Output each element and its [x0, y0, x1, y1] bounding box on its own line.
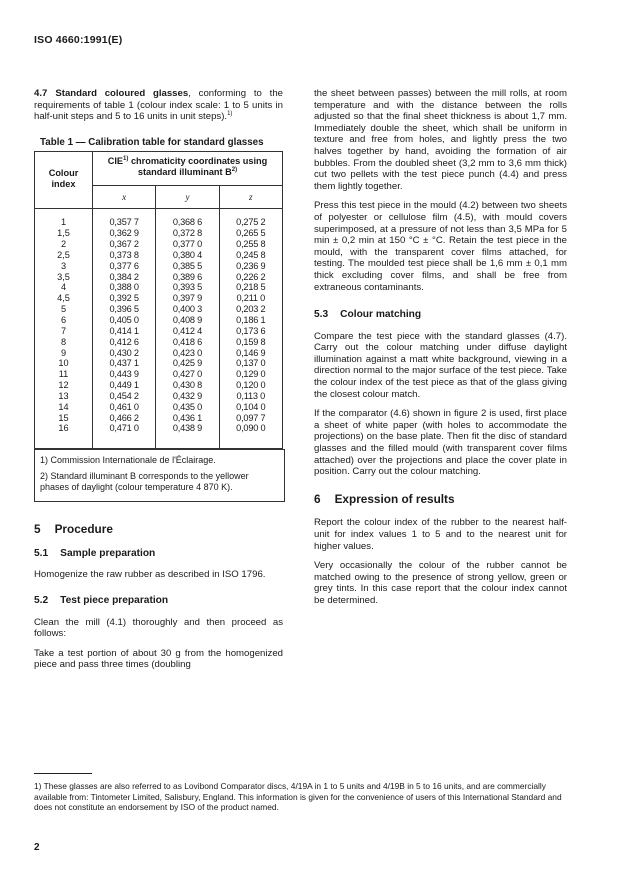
page-number: 2: [34, 842, 40, 853]
colour-index-header: Colour index: [35, 152, 93, 209]
coord-x-cell: 0,396 5: [93, 304, 156, 315]
section-heading-6: [314, 491, 567, 506]
coord-y-cell: 0,380 4: [156, 250, 219, 261]
coord-z-cell: 0,120 0: [219, 380, 282, 391]
colour-index-cell: 5: [35, 304, 93, 315]
coord-y-cell: 0,385 5: [156, 261, 219, 272]
coord-x-cell: 0,388 0: [93, 282, 156, 293]
calibration-table-body: [35, 209, 283, 449]
coord-x-cell: 0,454 2: [93, 391, 156, 402]
colour-index-cell: 16: [35, 423, 93, 448]
coord-x-cell: 0,367 2: [93, 239, 156, 250]
table-row: [35, 272, 283, 283]
coord-z-cell: 0,203 2: [219, 304, 282, 315]
coord-z-cell: 0,211 0: [219, 293, 282, 304]
table-row: [35, 282, 283, 293]
table-row: [35, 391, 283, 402]
table-row: [35, 293, 283, 304]
clause-title: Test piece preparation: [60, 595, 169, 607]
table-row: [35, 402, 283, 413]
coord-z-cell: 0,218 5: [219, 282, 282, 293]
footnote-ref: 1): [123, 156, 129, 163]
colour-index-cell: 15: [35, 413, 93, 424]
clause-title: Sample preparation: [60, 547, 156, 559]
colour-index-cell: 13: [35, 391, 93, 402]
colour-index-cell: 6: [35, 315, 93, 326]
calibration-table: [34, 151, 283, 449]
coord-y-cell: 0,368 6: [156, 209, 219, 228]
clause-heading-5-3: [314, 309, 567, 321]
coord-x-cell: 0,357 7: [93, 209, 156, 228]
table-row: [35, 239, 283, 250]
coord-y-cell: 0,377 0: [156, 239, 219, 250]
colour-index-cell: 4: [35, 282, 93, 293]
colour-index-cell: 8: [35, 337, 93, 348]
coord-x-cell: 0,437 1: [93, 358, 156, 369]
section-title: Procedure: [54, 522, 113, 537]
cie-header: [93, 152, 283, 186]
coord-x-cell: 0,461 0: [93, 402, 156, 413]
clause-5-3-paragraph: Compare the test piece with the standard glasses (4.7). Carry out the colour matching under diffuse daylight illumination against a matt white background, viewing in a direction normal to the major surface of the test piece. Take the colour index of the test piece as that of the glass giving the closest colour match.: [314, 330, 567, 400]
table-row: [35, 413, 283, 424]
table-row: [35, 261, 283, 272]
table-row: [35, 337, 283, 348]
coord-z-cell: 0,090 0: [219, 423, 282, 448]
coord-y-cell: 0,400 3: [156, 304, 219, 315]
coord-y-cell: 0,427 0: [156, 369, 219, 380]
clause-number: 5.3: [314, 309, 329, 321]
colour-index-cell: 2,5: [35, 250, 93, 261]
colour-index-cell: 10: [35, 358, 93, 369]
colour-index-cell: 14: [35, 402, 93, 413]
right-column: [314, 88, 567, 615]
coord-y-cell: 0,397 9: [156, 293, 219, 304]
section-number: 5: [34, 522, 41, 537]
coord-z-cell: 0,275 2: [219, 209, 282, 228]
coord-z-cell: 0,236 9: [219, 261, 282, 272]
clause-number: 5.1: [34, 547, 49, 559]
table-notes: [34, 449, 285, 502]
colour-index-cell: 1,5: [35, 228, 93, 239]
table-row: [35, 423, 283, 448]
coord-y-cell: 0,430 8: [156, 380, 219, 391]
coord-y-cell: 0,412 4: [156, 326, 219, 337]
colour-index-cell: 9: [35, 348, 93, 359]
footnote-ref: 2): [231, 167, 238, 174]
clause-text: , conforming to the requirements of table 1 (colour index scale: 1 to 5 units in half-unit steps and 5 to 16 units in unit steps).: [34, 88, 283, 123]
coord-y-cell: 0,436 1: [156, 413, 219, 424]
left-column: [34, 88, 283, 679]
clause-5-2-paragraph: Take a test portion of about 30 g from the homogenized piece and pass three times (doubling: [34, 647, 283, 671]
section-number: 6: [314, 491, 321, 506]
table-row: [35, 369, 283, 380]
coord-y-cell: 0,372 8: [156, 228, 219, 239]
colour-index-cell: 3,5: [35, 272, 93, 283]
coord-x-cell: 0,414 1: [93, 326, 156, 337]
coord-y-cell: 0,418 6: [156, 337, 219, 348]
table-row: [35, 326, 283, 337]
clause-5-2-paragraph: the sheet between passes) between the mill rolls, at room temperature and with the distance between the rolls adjusted so that the final sheet thickness is about 1,7 mm. Immediately double the sheet, which shall be uniform in texture and free from holes, and lightly press the two halves together by hand, avoiding the formation of air bubbles. From the doubled sheet (3,2 mm to 3,6 mm thick) cut two pellets with the test piece punch (4.4) and press them lightly together.: [314, 88, 567, 192]
coord-y-cell: 0,408 9: [156, 315, 219, 326]
coord-x-cell: 0,471 0: [93, 423, 156, 448]
coord-y-cell: 0,438 9: [156, 423, 219, 448]
section-6-paragraph: Very occasionally the colour of the rubber cannot be matched owing to the presence of strong yellow, green or grey tints. In this case report that the colour index cannot be determined.: [314, 560, 567, 606]
table-row: [35, 315, 283, 326]
colour-index-cell: 4,5: [35, 293, 93, 304]
coord-x-cell: 0,405 0: [93, 315, 156, 326]
colour-index-cell: 12: [35, 380, 93, 391]
table-row: [35, 358, 283, 369]
coord-x-cell: 0,466 2: [93, 413, 156, 424]
clause-title: Colour matching: [340, 309, 422, 321]
coord-x-cell: 0,443 9: [93, 369, 156, 380]
coord-z-cell: 0,097 7: [219, 413, 282, 424]
cie-header-text: CIE: [107, 156, 124, 167]
clause-number: 5.2: [34, 595, 49, 607]
colour-index-cell: 3: [35, 261, 93, 272]
coord-z-cell: 0,129 0: [219, 369, 282, 380]
clause-heading-5-2: [34, 595, 283, 607]
table-note-1: 1) Commission Internationale de l'Éclairage.: [40, 455, 216, 466]
coord-y-cell: 0,432 9: [156, 391, 219, 402]
axis-x-header: x: [93, 186, 156, 209]
coord-z-cell: 0,245 8: [219, 250, 282, 261]
clause-5-2-paragraph: Press this test piece in the mould (4.2) between two sheets of polyester or cellulose film (4.5), with mould covers superimposed, at a pressure of not less than 3,5 MPa for 5 min ± 0,2 min at 150 °C ± °C. Retain the test piece in the mould, with the transparent cover films attached, for testing. The moulded test piece shall be 1,6 mm ± 0,1 mm thick excluding cover films, and shall be free from extraneous contaminants.: [314, 200, 567, 293]
page-footnote: 1) These glasses are also referred to as Lovibond Comparator discs, 4/19A in 1 to 5 units and 4/19B in 5 to 16 units, and are commercially available from: Tintometer Limited, Salisbury, England. This information is given for the convenience of users of this International Standard and does not constitute an endorsement by ISO of the product named.: [34, 781, 562, 812]
axis-y-header: y: [156, 186, 219, 209]
colour-index-cell: 2: [35, 239, 93, 250]
table-row: [35, 380, 283, 391]
coord-y-cell: 0,389 6: [156, 272, 219, 283]
colour-index-cell: 1: [35, 209, 93, 228]
table-title: Table 1 — Calibration table for standard glasses: [40, 136, 264, 148]
coord-x-cell: 0,392 5: [93, 293, 156, 304]
section-title: Expression of results: [334, 491, 455, 506]
coord-x-cell: 0,384 2: [93, 272, 156, 283]
axis-z-header: z: [219, 186, 282, 209]
colour-index-cell: 11: [35, 369, 93, 380]
clause-5-1-text: Homogenize the raw rubber as described in ISO 1796.: [34, 569, 266, 581]
coord-x-cell: 0,377 6: [93, 261, 156, 272]
footnote-ref: 1): [227, 111, 233, 118]
clause-heading-5-1: [34, 548, 283, 560]
coord-z-cell: 0,146 9: [219, 348, 282, 359]
table-row: [35, 209, 283, 228]
coord-x-cell: 0,362 9: [93, 228, 156, 239]
coord-x-cell: 0,430 2: [93, 348, 156, 359]
coord-y-cell: 0,425 9: [156, 358, 219, 369]
footnote-divider: [34, 773, 92, 774]
clause-4-7: [34, 88, 283, 123]
clause-5-2-paragraph: Clean the mill (4.1) thoroughly and then proceed as follows:: [34, 616, 283, 640]
coord-y-cell: 0,435 0: [156, 402, 219, 413]
clause-5-3-paragraph: If the comparator (4.6) shown in figure 2 is used, first place a sheet of white paper (with holes to accommodate the projections) on the base plate. Then fit the disc of standard glasses and the filled mould (with transparent cover films attached) over the projections and place the cover plate in position. Carry out the colour matching.: [314, 408, 567, 478]
coord-y-cell: 0,423 0: [156, 348, 219, 359]
coord-x-cell: 0,373 8: [93, 250, 156, 261]
coord-z-cell: 0,104 0: [219, 402, 282, 413]
coord-x-cell: 0,412 6: [93, 337, 156, 348]
table-row: [35, 348, 283, 359]
coord-z-cell: 0,255 8: [219, 239, 282, 250]
coord-z-cell: 0,226 2: [219, 272, 282, 283]
table-row: [35, 304, 283, 315]
section-6-paragraph: Report the colour index of the rubber to the nearest half-unit for index values 1 to 5 and to the nearest unit for higher values.: [314, 517, 567, 552]
coord-z-cell: 0,113 0: [219, 391, 282, 402]
coord-z-cell: 0,137 0: [219, 358, 282, 369]
coord-z-cell: 0,186 1: [219, 315, 282, 326]
clause-title: Standard coloured glasses: [55, 88, 189, 99]
colour-index-cell: 7: [35, 326, 93, 337]
section-heading-5: [34, 524, 283, 536]
coord-z-cell: 0,265 5: [219, 228, 282, 239]
coord-z-cell: 0,159 8: [219, 337, 282, 348]
table-note-2: 2) Standard illuminant B corresponds to the yellower phases of daylight (colour temperature 4 870 K).: [40, 471, 249, 493]
coord-z-cell: 0,173 6: [219, 326, 282, 337]
coord-y-cell: 0,393 5: [156, 282, 219, 293]
table-row: [35, 250, 283, 261]
clause-number: 4.7: [34, 88, 48, 99]
cie-header-text: chromaticity coordinates using standard illuminant B: [128, 156, 268, 178]
coord-x-cell: 0,449 1: [93, 380, 156, 391]
table-row: [35, 228, 283, 239]
document-id-header: ISO 4660:1991(E): [34, 34, 123, 46]
